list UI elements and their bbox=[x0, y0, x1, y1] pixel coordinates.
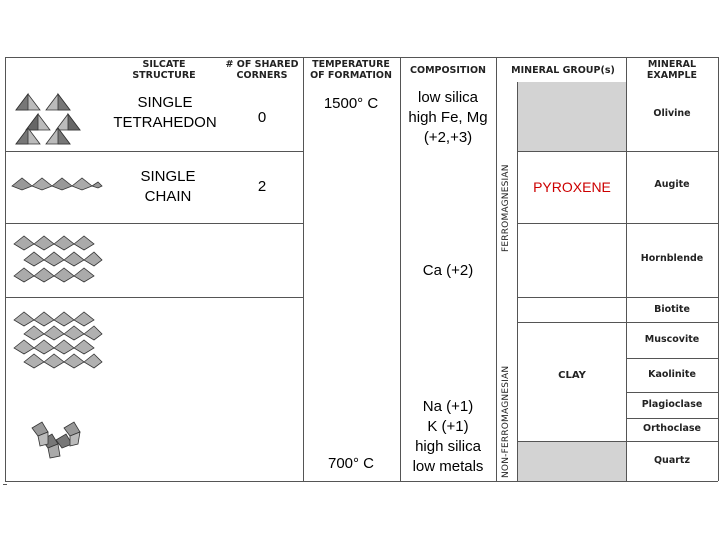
composition-top: low silica high Fe, Mg (+2,+3) bbox=[408, 89, 488, 146]
temperature-low: 700° C bbox=[327, 455, 375, 472]
tetrahedra-cluster-icon bbox=[12, 88, 92, 148]
row-line-clay-top bbox=[517, 322, 626, 323]
composition-middle: Ca (+2) bbox=[422, 262, 474, 279]
table-bottom-border bbox=[5, 481, 718, 482]
table-left-border bbox=[5, 57, 6, 481]
mineral-kaolinite: Kaolinite bbox=[648, 369, 696, 380]
table-right-border bbox=[718, 57, 719, 481]
row-line-b-right bbox=[517, 223, 718, 224]
framework-icon bbox=[28, 422, 84, 458]
row-line-g-right bbox=[626, 418, 718, 419]
row-line-d-right bbox=[626, 322, 718, 323]
header-temperature: TEMPERATURE OF FORMATION bbox=[310, 59, 392, 81]
mineral-orthoclase: Orthoclase bbox=[643, 423, 701, 434]
header-shared-corners: # OF SHARED CORNERS bbox=[225, 59, 299, 81]
mineral-quartz: Quartz bbox=[653, 455, 690, 466]
group-pyroxene: PYROXENE bbox=[533, 179, 611, 195]
row-line-c-right bbox=[517, 297, 718, 298]
mineral-muscovite: Muscovite bbox=[644, 334, 700, 345]
mineral-biotite: Biotite bbox=[654, 304, 690, 315]
row-line-1-left bbox=[5, 151, 303, 152]
structure-single-tetrahedon: SINGLE TETRAHEDON bbox=[113, 94, 217, 131]
header-mineral-group: MINERAL GROUP(s) bbox=[511, 65, 615, 76]
group-clay: CLAY bbox=[558, 370, 586, 381]
sheet-structure-icon bbox=[10, 310, 102, 376]
composition-bottom: Na (+1) K (+1) high silica low metals bbox=[412, 398, 484, 475]
mineral-augite: Augite bbox=[654, 179, 690, 190]
header-composition: COMPOSITION bbox=[410, 65, 486, 76]
header-mineral-example: MINERAL EXAMPLE bbox=[646, 59, 698, 81]
temperature-high: 1500° C bbox=[323, 95, 379, 112]
divider-after-structure bbox=[303, 57, 304, 481]
corners-two: 2 bbox=[257, 178, 267, 195]
mineral-hornblende: Hornblende bbox=[640, 253, 704, 264]
quartz-group-shade bbox=[518, 442, 626, 481]
single-chain-icon bbox=[10, 174, 102, 198]
corners-zero: 0 bbox=[257, 109, 267, 126]
mineral-olivine: Olivine bbox=[653, 108, 691, 119]
divider-after-composition bbox=[496, 57, 497, 481]
label-non-ferromagnesian: NON-FERROMAGNESIAN bbox=[501, 365, 511, 478]
table-top-border bbox=[5, 57, 718, 58]
structure-single-chain: SINGLE CHAIN bbox=[140, 168, 196, 205]
label-ferromagnesian: FERROMAGNESIAN bbox=[501, 164, 511, 252]
corner-tick bbox=[3, 484, 7, 485]
double-chain-icon bbox=[10, 234, 102, 286]
row-line-f-right bbox=[626, 392, 718, 393]
header-silicate-structure: SILCATE STRUCTURE bbox=[132, 59, 196, 81]
mineral-plagioclase: Plagioclase bbox=[641, 399, 703, 410]
olivine-group-shade bbox=[518, 82, 626, 151]
row-line-a-right bbox=[517, 151, 718, 152]
row-line-2-left bbox=[5, 223, 303, 224]
row-line-e-right bbox=[626, 358, 718, 359]
row-line-3-left bbox=[5, 297, 303, 298]
